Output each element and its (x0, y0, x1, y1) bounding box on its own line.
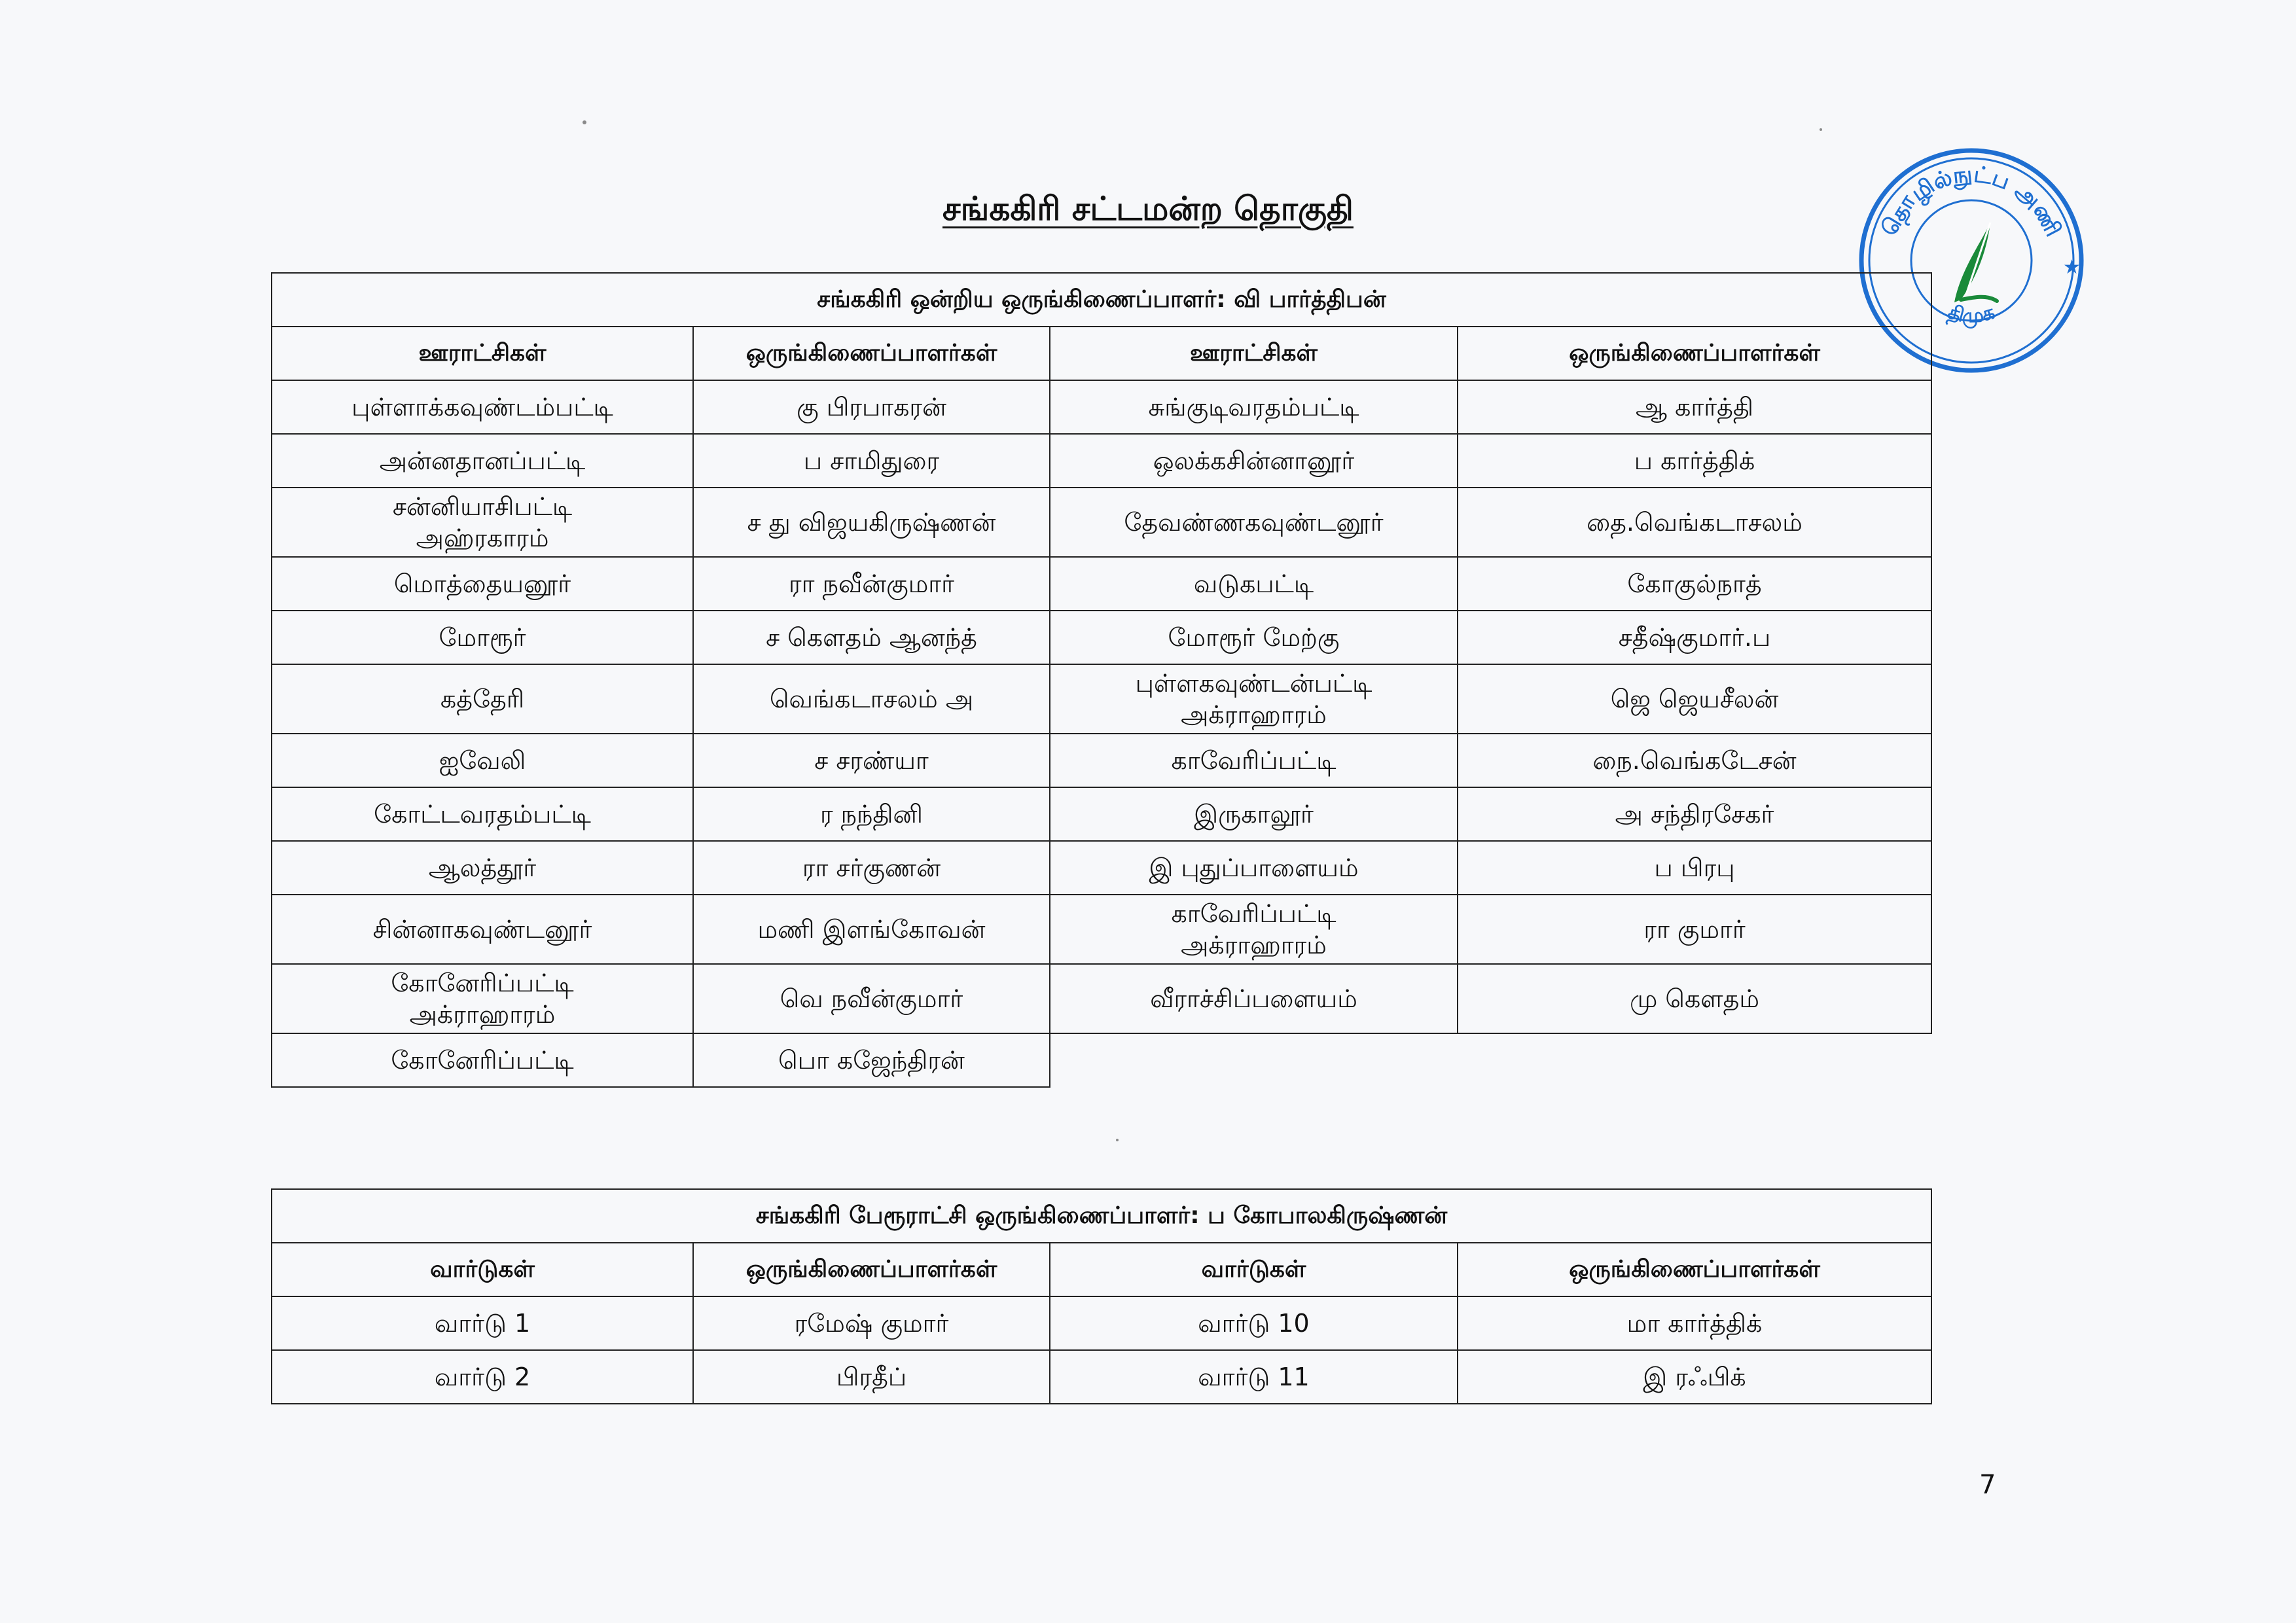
seal-bottom-text: திமுக (1945, 300, 1998, 328)
area-cell: கோனேரிப்பட்டி (272, 1033, 693, 1087)
coordinator-cell: இ ரஃபிக் (1458, 1350, 1931, 1404)
coordinator-cell: ப பிரபு (1458, 841, 1931, 895)
union-banner: சங்ககிரி ஒன்றிய ஒருங்கிணைப்பாளர்: வி பார்த்திபன் (272, 273, 1931, 327)
coordinator-cell: சதீஷ்குமார்.ப (1458, 611, 1931, 664)
coordinator-cell: பிரதீப் (693, 1350, 1050, 1404)
table-row (272, 380, 1931, 434)
column-header: ஊராட்சிகள் (1050, 327, 1458, 380)
table-row (272, 1296, 1931, 1350)
coordinator-cell: தை.வெங்கடாசலம் (1458, 488, 1931, 557)
coordinator-cell: வெங்கடாசலம் அ (693, 664, 1050, 734)
coordinator-cell: மு கௌதம் (1458, 964, 1931, 1033)
town-panchayat-coordinators-table (271, 1188, 1932, 1404)
table-row (272, 1350, 1931, 1404)
coordinator-cell: மா கார்த்திக் (1458, 1296, 1931, 1350)
area-cell: கத்தேரி (272, 664, 693, 734)
coordinator-cell: கு பிரபாகரன் (693, 380, 1050, 434)
table-row (272, 664, 1931, 734)
table-row (272, 734, 1931, 787)
table-row (272, 557, 1931, 611)
table-row (272, 488, 1931, 557)
area-cell: காவேரிப்பட்டி (1050, 734, 1458, 787)
table-row (272, 895, 1931, 964)
empty-cell (1050, 1033, 1458, 1087)
area-cell: வடுகபட்டி (1050, 557, 1458, 611)
area-cell: இ புதுப்பாளையம் (1050, 841, 1458, 895)
empty-cell (1458, 1033, 1931, 1087)
area-cell: அன்னதானப்பட்டி (272, 434, 693, 488)
column-header: ஒருங்கிணைப்பாளர்கள் (1458, 327, 1931, 380)
area-cell: வார்டு 10 (1050, 1296, 1458, 1350)
area-cell: மோரூர் மேற்கு (1050, 611, 1458, 664)
area-cell: புள்ளகவுண்டன்பட்டி அக்ராஹாரம் (1050, 664, 1458, 734)
column-header: வார்டுகள் (272, 1243, 693, 1296)
area-cell: வார்டு 1 (272, 1296, 693, 1350)
area-cell: மொத்தையனூர் (272, 557, 693, 611)
coordinator-cell: ஆ கார்த்தி (1458, 380, 1931, 434)
coordinator-cell: ப கார்த்திக் (1458, 434, 1931, 488)
coordinator-cell: ச சரண்யா (693, 734, 1050, 787)
table-row (272, 611, 1931, 664)
area-cell: வார்டு 2 (272, 1350, 693, 1404)
table-row (272, 434, 1931, 488)
page-title: சங்ககிரி சட்டமன்ற தொகுதி (942, 190, 1354, 228)
coordinator-cell: நை.வெங்கடேசன் (1458, 734, 1931, 787)
union-header-row (272, 327, 1931, 380)
union-banner-row (272, 273, 1931, 327)
area-cell: காவேரிப்பட்டி அக்ராஹாரம் (1050, 895, 1458, 964)
page-number: 7 (1979, 1470, 1996, 1500)
area-cell: கோட்டவரதம்பட்டி (272, 787, 693, 841)
area-cell: ஆலத்தூர் (272, 841, 693, 895)
coordinator-cell: ஜெ ஜெயசீலன் (1458, 664, 1931, 734)
coordinator-cell: ரா சர்குணன் (693, 841, 1050, 895)
coordinator-cell: மணி இளங்கோவன் (693, 895, 1050, 964)
ward-banner: சங்ககிரி பேரூராட்சி ஒருங்கிணைப்பாளர்: ப கோபாலகிருஷ்ணன் (272, 1189, 1931, 1243)
coordinator-cell: அ சந்திரசேகர் (1458, 787, 1931, 841)
area-cell: மோரூர் (272, 611, 693, 664)
area-cell: கோனேரிப்பட்டி அக்ராஹாரம் (272, 964, 693, 1033)
area-cell: சுங்குடிவரதம்பட்டி (1050, 380, 1458, 434)
area-cell: வார்டு 11 (1050, 1350, 1458, 1404)
ward-header-row (272, 1243, 1931, 1296)
scan-speck (1116, 1139, 1119, 1141)
ward-banner-row (272, 1189, 1931, 1243)
area-cell: சின்னாகவுண்டனூர் (272, 895, 693, 964)
table-row (272, 964, 1931, 1033)
coordinator-cell: பொ கஜேந்திரன் (693, 1033, 1050, 1087)
area-cell: புள்ளாக்கவுண்டம்பட்டி (272, 380, 693, 434)
column-header: ஒருங்கிணைப்பாளர்கள் (693, 327, 1050, 380)
union-coordinators-table (271, 272, 1932, 1088)
table-row (272, 841, 1931, 895)
coordinator-cell: ரா குமார் (1458, 895, 1931, 964)
coordinator-cell: ரா நவீன்குமார் (693, 557, 1050, 611)
coordinator-cell: ரமேஷ் குமார் (693, 1296, 1050, 1350)
area-cell: வீராச்சிப்பளையம் (1050, 964, 1458, 1033)
coordinator-cell: ச து விஜயகிருஷ்ணன் (693, 488, 1050, 557)
column-header: வார்டுகள் (1050, 1243, 1458, 1296)
coordinator-cell: ச கௌதம் ஆனந்த் (693, 611, 1050, 664)
area-cell: சன்னியாசிபட்டி அஹ்ரகாரம் (272, 488, 693, 557)
area-cell: இருகாலூர் (1050, 787, 1458, 841)
column-header: ஒருங்கிணைப்பாளர்கள் (693, 1243, 1050, 1296)
coordinator-cell: வெ நவீன்குமார் (693, 964, 1050, 1033)
leaf-pen-icon (1954, 223, 1997, 302)
svg-text:★: ★ (2063, 256, 2081, 279)
scan-speck (583, 120, 586, 124)
area-cell: தேவண்ணகவுண்டனூர் (1050, 488, 1458, 557)
table-row (272, 1033, 1931, 1087)
area-cell: ஒலக்கசின்னானூர் (1050, 434, 1458, 488)
column-header: ஒருங்கிணைப்பாளர்கள் (1458, 1243, 1931, 1296)
table-row (272, 787, 1931, 841)
coordinator-cell: ப சாமிதுரை (693, 434, 1050, 488)
scan-speck (1820, 128, 1822, 131)
coordinator-cell: கோகுல்நாத் (1458, 557, 1931, 611)
coordinator-cell: ர நந்தினி (693, 787, 1050, 841)
seal-top-text: தொழில்நுட்ப அணி (1876, 161, 2067, 241)
area-cell: ஐவேலி (272, 734, 693, 787)
column-header: ஊராட்சிகள் (272, 327, 693, 380)
